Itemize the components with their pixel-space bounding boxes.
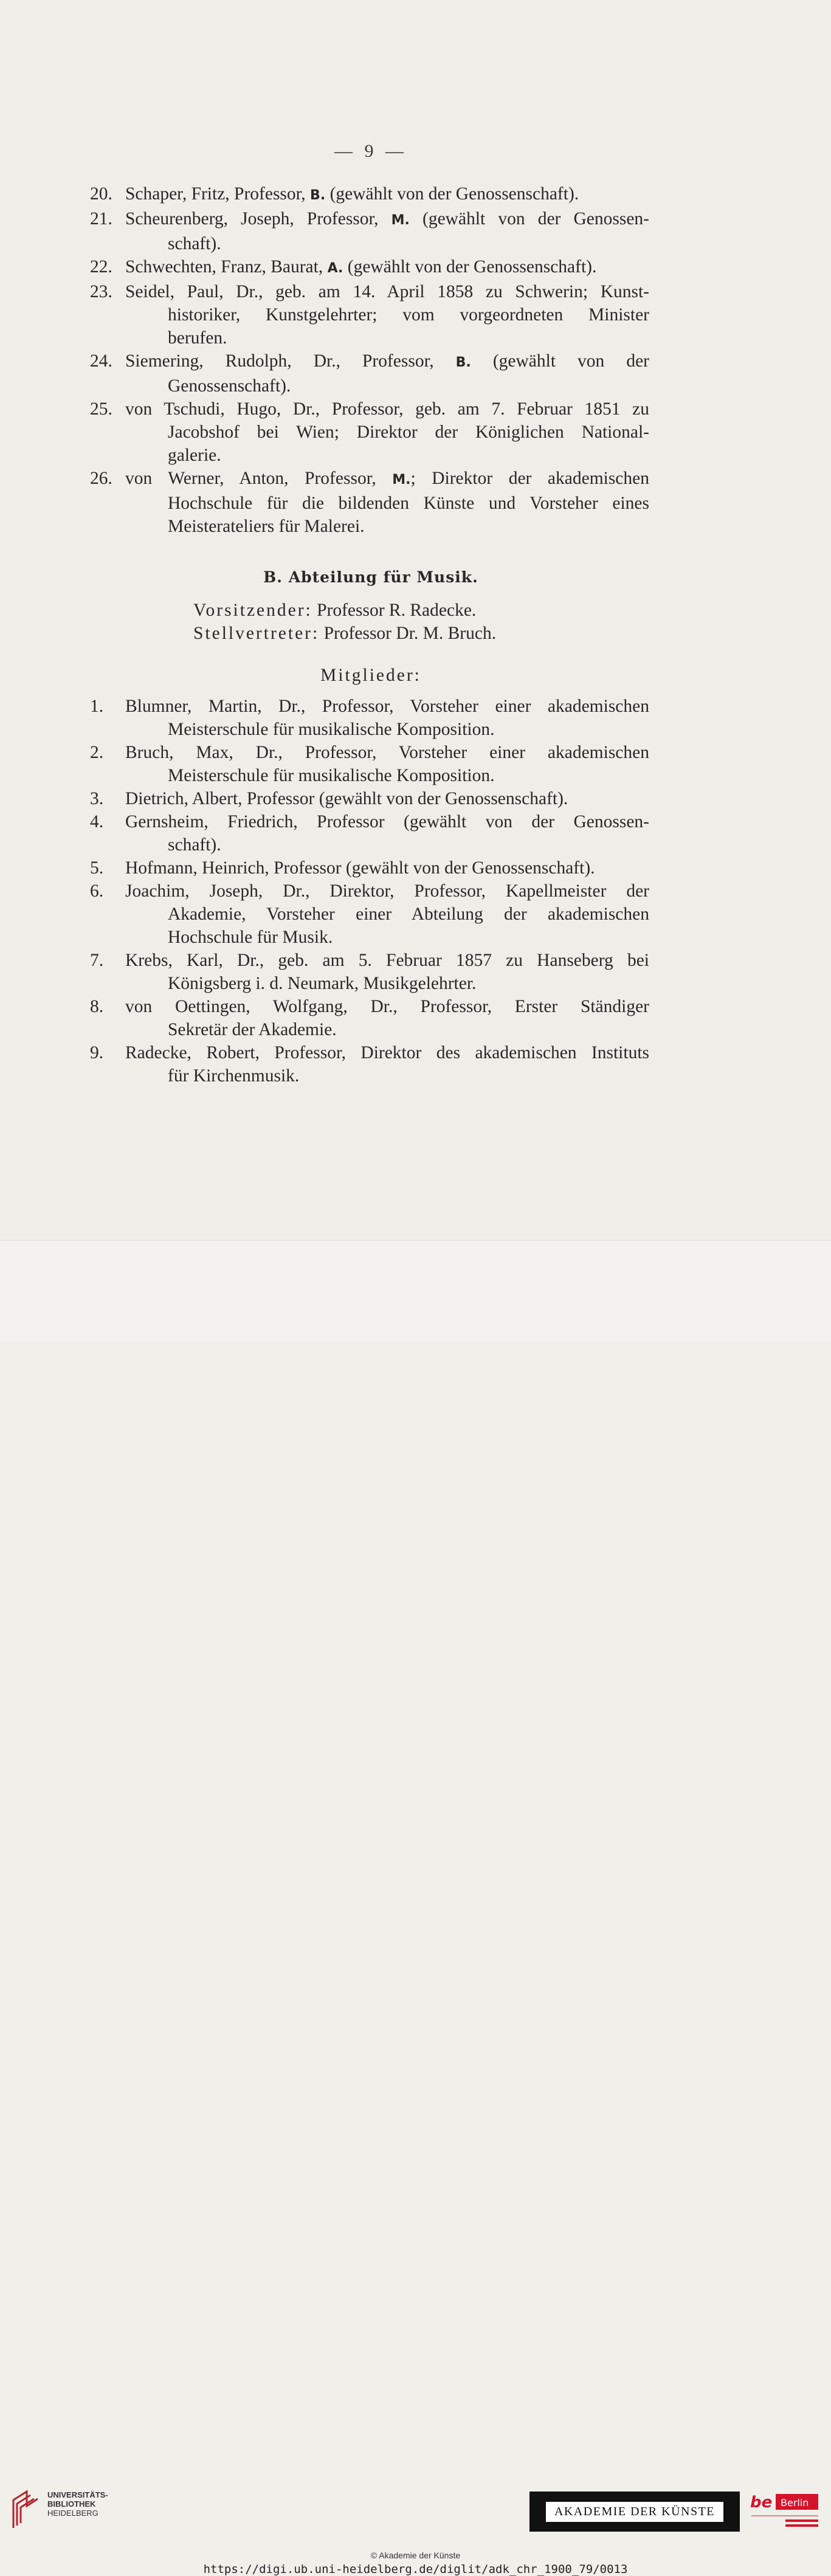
entry-text	[125, 350, 649, 398]
list-item	[90, 787, 649, 810]
entry-line: Joachim, Joseph, Dr., Direktor, Professor, Kapellmeister der	[125, 881, 649, 901]
university-library-logo-icon	[9, 2488, 43, 2530]
list-item	[90, 810, 649, 856]
entry-line: schaft).	[168, 835, 221, 855]
chair-value: Professor R. Radecke.	[317, 601, 477, 620]
entry-text	[125, 787, 649, 810]
entry-number: 3.	[90, 789, 104, 808]
class-initial: A.	[327, 261, 343, 276]
entry-line: Schaper, Fritz, Professor, B. (gewählt von der Genossenschaft).	[125, 184, 579, 204]
entry-line: Sekretär der Akademie.	[168, 1020, 337, 1039]
entry-line: Meisterschule für musikalische Komposition.	[168, 766, 495, 785]
svg-text:be: be	[750, 2493, 773, 2512]
entry-number: 5.	[90, 858, 104, 878]
akademie-label: AKADEMIE DER KÜNSTE	[545, 2501, 724, 2523]
entry-text	[125, 741, 649, 787]
class-initial: B.	[455, 355, 471, 370]
entry-number: 9.	[90, 1043, 104, 1062]
entry-text	[125, 182, 649, 207]
viewer-footer	[0, 1240, 831, 2576]
entry-line: Jacobshof bei Wien; Direktor der Königlichen National-	[168, 422, 649, 442]
class-initial: M.	[392, 472, 411, 487]
entry-text	[125, 467, 649, 538]
entry-text	[125, 1041, 649, 1087]
entry-text	[125, 398, 649, 467]
list-item	[90, 856, 649, 880]
section-title: B. Abteilung für Musik.	[263, 568, 478, 586]
list-item	[90, 949, 649, 995]
entry-line: von Oettingen, Wolfgang, Dr., Professor, Erster Ständiger	[125, 997, 649, 1016]
deputy-value: Professor Dr. M. Bruch.	[323, 624, 497, 643]
list-item	[90, 1041, 649, 1087]
entry-line: Siemering, Rudolph, Dr., Professor, B. (gewählt von der	[125, 351, 649, 371]
entry-line: Dietrich, Albert, Professor (gewählt von der Genossenschaft).	[125, 789, 568, 808]
entry-text	[125, 995, 649, 1041]
members-list-music	[90, 695, 649, 1087]
copyright-notice: © Akademie der Künste	[370, 2550, 461, 2560]
entry-number: 25.	[90, 399, 112, 419]
entry-line: Meisterateliers für Malerei.	[168, 517, 365, 536]
entry-line: Hochschule für Musik.	[168, 928, 333, 947]
entry-text	[125, 695, 649, 741]
entry-text	[125, 949, 649, 995]
entry-text	[125, 255, 649, 280]
deputy-line	[193, 624, 496, 644]
entry-line: Akademie, Vorsteher einer Abteilung der akademischen	[168, 904, 649, 924]
entry-number: 22.	[90, 257, 112, 277]
entry-line: Genossenschaft).	[168, 376, 291, 396]
list-item	[90, 182, 649, 207]
entry-line: Gernsheim, Friedrich, Professor (gewählt von der Genossen-	[125, 812, 649, 832]
deputy-label: Stellvertreter:	[193, 624, 320, 643]
entry-number: 7.	[90, 951, 104, 970]
entry-number: 8.	[90, 997, 104, 1016]
library-line-1: UNIVERSITÄTS-	[47, 2490, 108, 2499]
list-item	[90, 350, 649, 398]
members-list-architecture	[90, 182, 649, 538]
chair-line	[193, 601, 476, 621]
permalink-url[interactable]: https://digi.ub.uni-heidelberg.de/diglit/adk_chr_1900_79/0013	[203, 2563, 628, 2576]
entry-line: Königsberg i. d. Neumark, Musikgelehrter.	[168, 974, 477, 993]
entry-line: Schwechten, Franz, Baurat, A. (gewählt von der Genossenschaft).	[125, 257, 597, 277]
entry-line: galerie.	[168, 446, 221, 465]
list-item	[90, 880, 649, 949]
list-item	[90, 695, 649, 741]
entry-text	[125, 810, 649, 856]
entry-line: Bruch, Max, Dr., Professor, Vorsteher einer akademischen	[125, 743, 649, 762]
akademie-logo[interactable]	[529, 2492, 740, 2532]
entry-line: Radecke, Robert, Professor, Direktor des akademischen Instituts	[125, 1043, 649, 1062]
list-item	[90, 467, 649, 538]
entry-number: 24.	[90, 351, 112, 371]
entry-text	[125, 856, 649, 880]
library-line-2: BIBLIOTHEK	[47, 2499, 96, 2509]
entry-text	[125, 280, 649, 350]
svg-text:Berlin: Berlin	[781, 2497, 809, 2509]
entry-line: historiker, Kunstgelehrter; vom vorgeordneten Minister	[168, 305, 649, 325]
entry-number: 20.	[90, 184, 112, 204]
entry-text	[125, 207, 649, 255]
entry-number: 2.	[90, 743, 104, 762]
entry-line: von Werner, Anton, Professor, M.; Direktor der akademischen	[125, 469, 649, 488]
entry-line: Hochschule für die bildenden Künste und Vorsteher eines	[168, 494, 649, 513]
entry-line: Seidel, Paul, Dr., geb. am 14. April 1858 zu Schwerin; Kunst-	[125, 282, 649, 301]
entry-line: Scheurenberg, Joseph, Professor, M. (gewählt von der Genossen-	[125, 209, 649, 229]
list-item	[90, 398, 649, 467]
list-item	[90, 207, 649, 255]
chair-label: Vorsitzender:	[193, 601, 312, 620]
page-number: — 9 —	[334, 141, 407, 161]
scanned-page	[0, 0, 831, 1240]
entry-line: Meisterschule für musikalische Komposition.	[168, 720, 495, 739]
entry-number: 23.	[90, 282, 112, 301]
list-item	[90, 280, 649, 350]
berlin-logo-icon	[749, 2489, 821, 2532]
list-item	[90, 255, 649, 280]
entry-number: 4.	[90, 812, 104, 832]
entry-number: 6.	[90, 881, 104, 901]
class-initial: B.	[310, 188, 326, 203]
entry-line: von Tschudi, Hugo, Dr., Professor, geb. am 7. Februar 1851 zu	[125, 399, 649, 419]
library-line-3: HEIDELBERG	[47, 2509, 98, 2518]
entry-number: 21.	[90, 209, 112, 229]
class-initial: M.	[391, 213, 410, 228]
entry-line: schaft).	[168, 234, 221, 253]
university-library-name	[47, 2490, 108, 2518]
entry-text	[125, 880, 649, 949]
list-item	[90, 741, 649, 787]
members-heading: Mitglieder:	[320, 666, 421, 685]
entry-line: Blumner, Martin, Dr., Professor, Vorsteher einer akademischen	[125, 697, 649, 716]
entry-line: Krebs, Karl, Dr., geb. am 5. Februar 1857 zu Hanseberg bei	[125, 951, 649, 970]
entry-line: Hofmann, Heinrich, Professor (gewählt von der Genossenschaft).	[125, 858, 595, 878]
entry-line: berufen.	[168, 328, 227, 348]
entry-number: 26.	[90, 469, 112, 488]
entry-line: für Kirchenmusik.	[168, 1066, 300, 1086]
list-item	[90, 995, 649, 1041]
entry-number: 1.	[90, 697, 104, 716]
